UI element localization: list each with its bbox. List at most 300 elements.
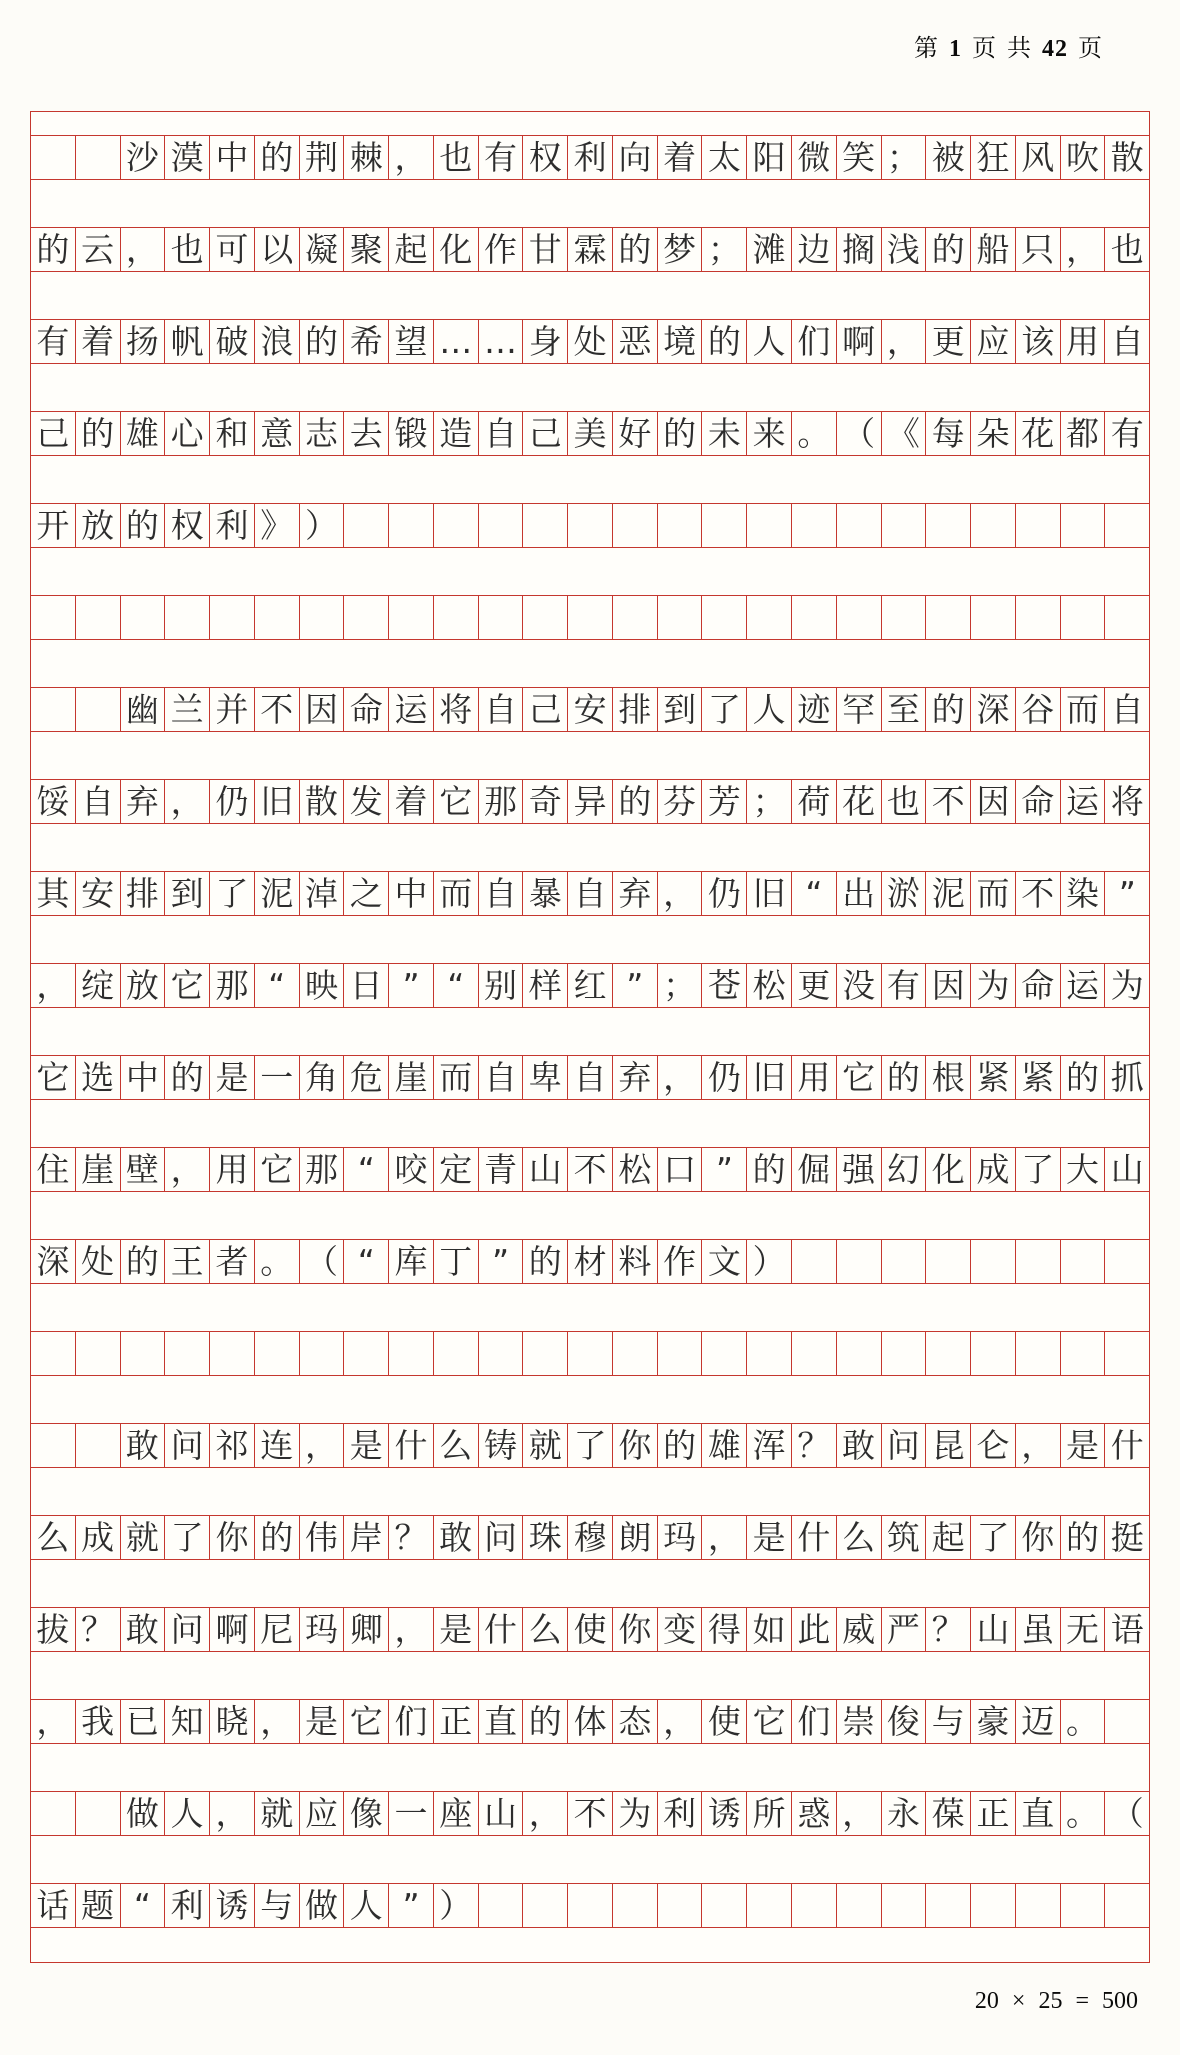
grid-cell: 放 xyxy=(121,964,166,1007)
grid-cell: 了 xyxy=(210,872,255,915)
grid-cell: 芳 xyxy=(702,780,747,823)
grid-cell xyxy=(613,1332,658,1375)
grid-cell: 卑 xyxy=(523,1056,568,1099)
grid-cell: 弃 xyxy=(613,872,658,915)
grid-cell: 将 xyxy=(434,688,479,731)
grid-cell: ； xyxy=(702,228,747,271)
grid-cell: 崖 xyxy=(389,1056,434,1099)
grid-cell: 王 xyxy=(165,1240,210,1283)
grid-cell xyxy=(31,596,76,639)
grid-cell xyxy=(702,1884,747,1927)
grid-cell: 排 xyxy=(121,872,166,915)
grid-cell: 的 xyxy=(613,228,658,271)
grid-cell xyxy=(837,596,882,639)
grid-cell: 态 xyxy=(613,1700,658,1743)
grid-cell: 锻 xyxy=(389,412,434,455)
grid-cell: 因 xyxy=(300,688,345,731)
grid-cell: ” xyxy=(389,1884,434,1927)
grid-cell: “ xyxy=(792,872,837,915)
grid-cell: 就 xyxy=(121,1516,166,1559)
grid-cell: 漠 xyxy=(165,136,210,179)
grid-cell: 的 xyxy=(926,688,971,731)
grid-cell: 问 xyxy=(882,1424,927,1467)
grid-cell: 自 xyxy=(479,872,524,915)
grid-cell xyxy=(792,504,837,547)
grid-cell: 罕 xyxy=(837,688,882,731)
grid-row xyxy=(31,136,1149,180)
grid-cell: 作 xyxy=(658,1240,703,1283)
grid-cell: ， xyxy=(658,872,703,915)
grid-cell xyxy=(882,1884,927,1927)
grid-cell: 了 xyxy=(568,1424,613,1467)
grid-cell: ， xyxy=(300,1424,345,1467)
grid-cell: 得 xyxy=(702,1608,747,1651)
grid-cell: 利 xyxy=(568,136,613,179)
grid-cell: 开 xyxy=(31,504,76,547)
grid-cell: 了 xyxy=(1016,1148,1061,1191)
grid-cell xyxy=(613,1884,658,1927)
grid-cell xyxy=(658,504,703,547)
row-gap xyxy=(31,732,1149,780)
grid-cell: “ xyxy=(434,964,479,1007)
grid-cell: 芬 xyxy=(658,780,703,823)
grid-cell: 利 xyxy=(165,1884,210,1927)
grid-cell: 意 xyxy=(255,412,300,455)
grid-cell: 梦 xyxy=(658,228,703,271)
grid-cell: 安 xyxy=(568,688,613,731)
grid-cell: 雄 xyxy=(702,1424,747,1467)
grid-cell xyxy=(658,1884,703,1927)
grid-cell: “ xyxy=(255,964,300,1007)
writing-grid xyxy=(30,111,1150,1963)
grid-cell xyxy=(76,1424,121,1467)
grid-cell xyxy=(31,1332,76,1375)
row-gap xyxy=(31,1652,1149,1700)
grid-row xyxy=(31,412,1149,456)
grid-cell: 暴 xyxy=(523,872,568,915)
grid-cell xyxy=(434,1332,479,1375)
grid-cell: 应 xyxy=(300,1792,345,1835)
grid-cell: 已 xyxy=(121,1700,166,1743)
grid-cell: 散 xyxy=(1110,138,1144,177)
row-gap xyxy=(31,1376,1149,1424)
grid-cell xyxy=(523,1332,568,1375)
page-indicator xyxy=(909,28,1108,63)
grid-cell: 苍 xyxy=(702,964,747,1007)
grid-cell xyxy=(1105,504,1149,547)
grid-cell: 使 xyxy=(702,1700,747,1743)
grid-cell xyxy=(1016,1884,1061,1927)
grid-cell: 弃 xyxy=(613,1056,658,1099)
grid-cell: 山 xyxy=(523,1148,568,1191)
grid-cell xyxy=(434,596,479,639)
grid-cell xyxy=(613,504,658,547)
grid-cell: 也 xyxy=(434,136,479,179)
grid-cell: 样 xyxy=(523,964,568,1007)
grid-cell: 使 xyxy=(568,1608,613,1651)
grid-cell: 山 xyxy=(1110,1150,1144,1189)
grid-cell: 山 xyxy=(479,1792,524,1835)
grid-cell: 像 xyxy=(344,1792,389,1835)
grid-cell xyxy=(971,1332,1016,1375)
grid-cell: 那 xyxy=(479,780,524,823)
grid-cell: 而 xyxy=(434,872,479,915)
grid-cell: 浑 xyxy=(747,1424,792,1467)
grid-cell: 你 xyxy=(210,1516,255,1559)
grid-cell: 的 xyxy=(882,1056,927,1099)
grid-cell: 馁 xyxy=(31,780,76,823)
grid-cell: 的 xyxy=(523,1240,568,1283)
grid-cell: 体 xyxy=(568,1700,613,1743)
grid-cell: 云 xyxy=(76,228,121,271)
grid-cell: 命 xyxy=(1016,780,1061,823)
grid-cell xyxy=(165,1332,210,1375)
grid-cell: 己 xyxy=(523,412,568,455)
grid-cell: 那 xyxy=(300,1148,345,1191)
grid-cell xyxy=(1016,596,1061,639)
grid-cell: “ xyxy=(121,1884,166,1927)
grid-cell: 风 xyxy=(1016,136,1061,179)
grid-cell: 。 xyxy=(255,1240,300,1283)
grid-cell: 望 xyxy=(389,320,434,363)
grid-cell: 荆 xyxy=(300,136,345,179)
row-gap xyxy=(31,1008,1149,1056)
grid-cell: 船 xyxy=(971,228,1016,271)
grid-cell: （ xyxy=(837,412,882,455)
grid-cell: 。 xyxy=(1061,1700,1106,1743)
grid-cell xyxy=(1105,1240,1149,1283)
grid-cell: ） xyxy=(434,1884,479,1927)
grid-cell: 起 xyxy=(389,228,434,271)
grid-cell xyxy=(568,1332,613,1375)
grid-cell: ， xyxy=(1061,228,1106,271)
grid-cell: 挺 xyxy=(1110,1518,1144,1557)
grid-cell xyxy=(658,1332,703,1375)
grid-cell: 荷 xyxy=(792,780,837,823)
grid-cell: 的 xyxy=(255,136,300,179)
grid-cell: ？ xyxy=(792,1424,837,1467)
grid-cell: 者 xyxy=(210,1240,255,1283)
grid-cell: 它 xyxy=(747,1700,792,1743)
grid-cell xyxy=(702,1332,747,1375)
grid-cell: 有 xyxy=(882,964,927,1007)
grid-cell xyxy=(837,504,882,547)
grid-cell: 就 xyxy=(523,1424,568,1467)
grid-cell: 散 xyxy=(300,780,345,823)
grid-cell: 幽 xyxy=(121,688,166,731)
row-gap xyxy=(31,1100,1149,1148)
grid-cell: 运 xyxy=(1061,780,1106,823)
grid-cell: ； xyxy=(747,780,792,823)
grid-cell: 连 xyxy=(255,1424,300,1467)
grid-cell: 你 xyxy=(613,1608,658,1651)
grid-cell: 都 xyxy=(1061,412,1106,455)
grid-cell: 口 xyxy=(658,1148,703,1191)
grid-cell: 花 xyxy=(1016,412,1061,455)
grid-cell xyxy=(926,1332,971,1375)
grid-cell: 的 xyxy=(121,504,166,547)
grid-cell xyxy=(792,1332,837,1375)
row-gap xyxy=(31,456,1149,504)
grid-cell: 着 xyxy=(658,136,703,179)
grid-cell: 语 xyxy=(1110,1610,1144,1649)
grid-cell: 它 xyxy=(434,780,479,823)
grid-cell: 放 xyxy=(76,504,121,547)
grid-cell: 无 xyxy=(1061,1608,1106,1651)
grid-cell xyxy=(1016,504,1061,547)
grid-cell: 自 xyxy=(76,780,121,823)
grid-cell xyxy=(747,1332,792,1375)
grid-cell: 也 xyxy=(882,780,927,823)
grid-cell: 祁 xyxy=(210,1424,255,1467)
grid-cell: 只 xyxy=(1016,228,1061,271)
grid-cell xyxy=(31,1424,76,1467)
grid-row xyxy=(31,228,1149,272)
grid-cell: （ xyxy=(1110,1794,1144,1833)
grid-cell: 朵 xyxy=(971,412,1016,455)
grid-cell: 不 xyxy=(568,1792,613,1835)
grid-cell: 人 xyxy=(165,1792,210,1835)
grid-cell: 话 xyxy=(31,1884,76,1927)
grid-cell: 泥 xyxy=(926,872,971,915)
grid-cell: 紧 xyxy=(971,1056,1016,1099)
grid-cell: … xyxy=(479,320,524,363)
grid-cell: 铸 xyxy=(479,1424,524,1467)
grid-cell: 选 xyxy=(76,1056,121,1099)
grid-cell: 直 xyxy=(479,1700,524,1743)
grid-cell: 的 xyxy=(1061,1056,1106,1099)
grid-cell: 所 xyxy=(747,1792,792,1835)
grid-cell: 一 xyxy=(389,1792,434,1835)
grid-cell: ” xyxy=(613,964,658,1007)
grid-cell: 敢 xyxy=(837,1424,882,1467)
grid-cell: 着 xyxy=(76,320,121,363)
grid-cell: 着 xyxy=(389,780,434,823)
grid-cell: 向 xyxy=(613,136,658,179)
grid-cell: 。 xyxy=(792,412,837,455)
grid-cell: 葆 xyxy=(926,1792,971,1835)
grid-cell: ， xyxy=(523,1792,568,1835)
grid-cell: 的 xyxy=(926,228,971,271)
grid-cell: 的 xyxy=(658,1424,703,1467)
grid-cell: 化 xyxy=(926,1148,971,1191)
grid-cell: 穆 xyxy=(568,1516,613,1559)
grid-cell: 志 xyxy=(300,412,345,455)
row-gap xyxy=(31,1468,1149,1516)
grid-cell: 命 xyxy=(1016,964,1061,1007)
grid-row xyxy=(31,596,1149,640)
grid-cell xyxy=(121,1332,166,1375)
grid-cell: 至 xyxy=(882,688,927,731)
grid-cell: 自 xyxy=(568,872,613,915)
grid-cell xyxy=(523,596,568,639)
grid-cell: 《 xyxy=(882,412,927,455)
grid-size-note: 20 × 25 = 500 xyxy=(974,1988,1138,2014)
grid-cell: 深 xyxy=(971,688,1016,731)
grid-cell: 没 xyxy=(837,964,882,1007)
grid-cell: 运 xyxy=(389,688,434,731)
grid-cell xyxy=(747,1884,792,1927)
grid-cell: 处 xyxy=(76,1240,121,1283)
grid-cell: ” xyxy=(1118,874,1136,913)
grid-cell: 身 xyxy=(523,320,568,363)
grid-cell: ？ xyxy=(926,1608,971,1651)
grid-cell: ” xyxy=(479,1240,524,1283)
grid-cell: 敢 xyxy=(434,1516,479,1559)
row-gap xyxy=(31,180,1149,228)
grid-cell: 谷 xyxy=(1016,688,1061,731)
grid-cell xyxy=(31,1792,76,1835)
grid-cell: 因 xyxy=(926,964,971,1007)
row-gap xyxy=(31,1744,1149,1792)
grid-cell: ） xyxy=(747,1240,792,1283)
grid-cell xyxy=(523,504,568,547)
grid-cell xyxy=(1105,1884,1149,1927)
grid-cell: 就 xyxy=(255,1792,300,1835)
grid-cell xyxy=(479,1332,524,1375)
grid-cell: 什 xyxy=(389,1424,434,1467)
grid-cell: 人 xyxy=(747,320,792,363)
grid-cell: 珠 xyxy=(523,1516,568,1559)
grid-cell xyxy=(971,504,1016,547)
grid-cell xyxy=(389,596,434,639)
grid-cell: 敢 xyxy=(121,1424,166,1467)
grid-cell: 定 xyxy=(434,1148,479,1191)
grid-cell: 尼 xyxy=(255,1608,300,1651)
grid-cell xyxy=(389,504,434,547)
grid-cell: 排 xyxy=(613,688,658,731)
grid-cell xyxy=(882,1240,927,1283)
grid-cell: 被 xyxy=(926,136,971,179)
grid-cell: ， xyxy=(31,1700,76,1743)
grid-cell xyxy=(76,1332,121,1375)
grid-cell: ？ xyxy=(389,1516,434,1559)
grid-cell: 日 xyxy=(344,964,389,1007)
grid-cell: 丁 xyxy=(434,1240,479,1283)
grid-row xyxy=(31,1516,1149,1560)
grid-cell: 么 xyxy=(837,1516,882,1559)
grid-cell: 希 xyxy=(344,320,389,363)
grid-cell xyxy=(300,1332,345,1375)
grid-cell: 到 xyxy=(165,872,210,915)
grid-cell xyxy=(1061,1332,1106,1375)
grid-cell: 花 xyxy=(837,780,882,823)
row-gap xyxy=(31,1192,1149,1240)
grid-cell: 霖 xyxy=(568,228,613,271)
grid-cell: 利 xyxy=(210,504,255,547)
grid-cell: 诱 xyxy=(702,1792,747,1835)
grid-cell: 伟 xyxy=(300,1516,345,1559)
row-gap xyxy=(31,640,1149,688)
grid-cell: 文 xyxy=(702,1240,747,1283)
grid-cell: 玛 xyxy=(300,1608,345,1651)
grid-cell: 发 xyxy=(344,780,389,823)
grid-cell xyxy=(1061,1884,1106,1927)
grid-cell: 永 xyxy=(882,1792,927,1835)
grid-cell: 什 xyxy=(479,1608,524,1651)
grid-cell: ， xyxy=(165,780,210,823)
grid-cell: 库 xyxy=(389,1240,434,1283)
grid-cell xyxy=(971,1240,1016,1283)
grid-cell xyxy=(76,688,121,731)
grid-cell: 松 xyxy=(613,1148,658,1191)
grid-cell: 更 xyxy=(926,320,971,363)
grid-cell: 变 xyxy=(658,1608,703,1651)
page-indicator-di: 第 xyxy=(914,36,939,62)
grid-cell: 将 xyxy=(1110,782,1144,821)
grid-cell: ， xyxy=(121,228,166,271)
page-indicator-ye2: 页 xyxy=(1078,36,1103,62)
grid-cell: 此 xyxy=(792,1608,837,1651)
grid-cell: 泥 xyxy=(255,872,300,915)
grid-cell: 用 xyxy=(1061,320,1106,363)
grid-cell xyxy=(1016,1240,1061,1283)
grid-cell: 的 xyxy=(31,228,76,271)
grid-cell: 诱 xyxy=(210,1884,255,1927)
grid-cell: 敢 xyxy=(121,1608,166,1651)
row-gap xyxy=(31,1836,1149,1884)
grid-cell: 该 xyxy=(1016,320,1061,363)
page-indicator-gong: 共 xyxy=(1007,36,1032,62)
grid-cell: 什 xyxy=(1110,1426,1144,1465)
grid-cell: 其 xyxy=(31,872,76,915)
grid-cell: 别 xyxy=(479,964,524,1007)
grid-cell: 的 xyxy=(747,1148,792,1191)
grid-cell: 严 xyxy=(882,1608,927,1651)
grid-cell: 虽 xyxy=(1016,1608,1061,1651)
grid-cell: 也 xyxy=(1110,230,1144,269)
grid-row xyxy=(31,1700,1149,1744)
grid-cell: 用 xyxy=(210,1148,255,1191)
grid-cell: 兰 xyxy=(165,688,210,731)
grid-row xyxy=(31,1332,1149,1376)
grid-cell: 命 xyxy=(344,688,389,731)
grid-cell: 己 xyxy=(31,412,76,455)
grid-cell: 幻 xyxy=(882,1148,927,1191)
grid-cell: 去 xyxy=(344,412,389,455)
grid-cell: 是 xyxy=(434,1608,479,1651)
grid-cell: 淤 xyxy=(882,872,927,915)
grid-cell: 和 xyxy=(210,412,255,455)
grid-cell: 每 xyxy=(926,412,971,455)
row-gap xyxy=(31,112,1149,136)
grid-cell: 是 xyxy=(210,1056,255,1099)
grid-cell: ； xyxy=(882,136,927,179)
grid-cell: 用 xyxy=(792,1056,837,1099)
grid-cell: 边 xyxy=(792,228,837,271)
grid-cell: ） xyxy=(300,504,345,547)
grid-cell xyxy=(926,504,971,547)
grid-cell: 以 xyxy=(255,228,300,271)
grid-cell xyxy=(837,1884,882,1927)
grid-cell: 成 xyxy=(76,1516,121,1559)
grid-cell: 是 xyxy=(1061,1424,1106,1467)
grid-cell: 有 xyxy=(31,320,76,363)
grid-cell xyxy=(568,596,613,639)
grid-cell xyxy=(344,1332,389,1375)
grid-cell: 的 xyxy=(255,1516,300,1559)
grid-cell xyxy=(479,504,524,547)
grid-cell xyxy=(31,136,76,179)
grid-cell xyxy=(747,596,792,639)
grid-cell: 料 xyxy=(613,1240,658,1283)
grid-cell: 到 xyxy=(658,688,703,731)
row-gap xyxy=(31,1560,1149,1608)
grid-cell: 因 xyxy=(971,780,1016,823)
grid-cell xyxy=(389,1332,434,1375)
grid-cell: 角 xyxy=(300,1056,345,1099)
grid-cell: 它 xyxy=(255,1148,300,1191)
